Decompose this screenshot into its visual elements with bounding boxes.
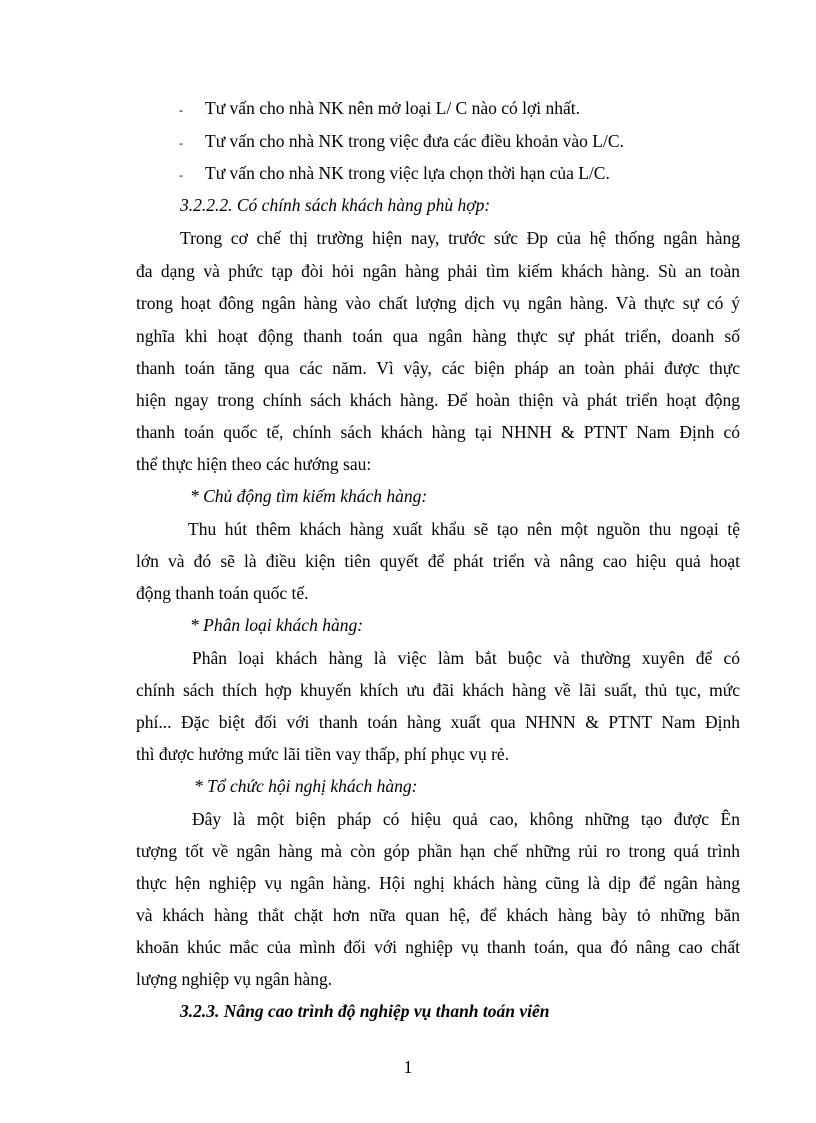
section-heading: 3.2.3. Nâng cao trình độ nghiệp vụ thanh toán viên [180, 1001, 550, 1021]
bullet-item [179, 131, 624, 151]
paragraph-line: Đây là một biện pháp có hiệu quả cao, không những tạo được Ên [192, 809, 740, 829]
paragraph-line: Thu hút thêm khách hàng xuất khẩu sẽ tạo nên một nguồn thu ngoại tệ [188, 519, 740, 539]
paragraph-line: lớn và đó sẽ là điều kiện tiên quyết để phát triển và nâng cao hiệu quả hoạt [136, 551, 740, 571]
paragraph-line: chính sách thích hợp khuyến khích ưu đãi khách hàng về lãi suất, thủ tục, mức [136, 680, 740, 700]
paragraph-line: khoăn khúc mắc của mình đối với nghiệp vụ thanh toán, qua đó nâng cao chất [136, 937, 740, 957]
paragraph-line: hiện ngay trong chính sách khách hàng. Để hoàn thiện và phát triển hoạt động [136, 390, 740, 410]
paragraph-line: thì được hưởng mức lãi tiền vay thấp, phí phục vụ rẻ. [136, 744, 510, 764]
sub-item-heading: * Phân loại khách hàng: [190, 615, 364, 635]
paragraph-line: nghĩa khi hoạt động thanh toán qua ngân hàng thực sự phát triển, doanh số [136, 326, 740, 346]
paragraph-line: đa dạng và phức tạp đòi hỏi ngân hàng phải tìm kiếm khách hàng. Sù an toàn [136, 261, 740, 281]
section-heading: 3.2.2.2. Có chính sách khách hàng phù hợp: [180, 195, 491, 215]
bullet-marker: - [179, 136, 183, 150]
paragraph-line: phí... Đặc biệt đối với thanh toán hàng xuất qua NHNN & PTNT Nam Định [136, 712, 740, 732]
paragraph-line: động thanh toán quốc tế. [136, 583, 309, 603]
paragraph-line: tượng tốt về ngân hàng mà còn góp phần hạn chế những rủi ro trong quá trình [136, 841, 740, 861]
page-number: 1 [403, 1057, 413, 1077]
paragraph-line: thanh toán tăng qua các năm. Vì vậy, các biện pháp an toàn phải được thực [136, 358, 740, 378]
paragraph-line: thể thực hiện theo các hướng sau: [136, 454, 372, 474]
bullet-item [179, 98, 580, 118]
bullet-text: Tư vấn cho nhà NK nên mở loại L/ C nào có lợi nhất. [205, 98, 580, 118]
paragraph-line: Trong cơ chế thị trường hiện nay, trước sức Ðp của hệ thống ngân hàng [180, 228, 740, 248]
bullet-text: Tư vấn cho nhà NK trong việc lựa chọn thời hạn của L/C. [205, 163, 610, 183]
paragraph-line: thực hện nghiệp vụ ngân hàng. Hội nghị khách hàng cũng là dịp để ngân hàng [136, 873, 740, 893]
bullet-item [179, 163, 610, 183]
bullet-marker: - [179, 168, 183, 182]
sub-item-heading: * Chủ động tìm kiếm khách hàng: [190, 486, 428, 506]
paragraph-line: trong hoạt đông ngân hàng vào chất lượng dịch vụ ngân hàng. Và thực sự có ý [136, 293, 740, 313]
bullet-marker: - [179, 103, 183, 117]
paragraph-line: thanh toán quốc tế, chính sách khách hàng tại NHNH & PTNT Nam Định có [136, 422, 740, 442]
paragraph-line: và khách hàng thắt chặt hơn nữa quan hệ, để khách hàng bày tỏ những băn [136, 905, 740, 925]
paragraph-line: Phân loại khách hàng là việc làm bắt buộc và thường xuyên để có [192, 648, 740, 668]
paragraph-line: lượng nghiệp vụ ngân hàng. [136, 969, 333, 989]
sub-item-heading: * Tổ chức hội nghị khách hàng: [194, 776, 418, 796]
bullet-text: Tư vấn cho nhà NK trong việc đưa các điều khoản vào L/C. [205, 131, 624, 151]
